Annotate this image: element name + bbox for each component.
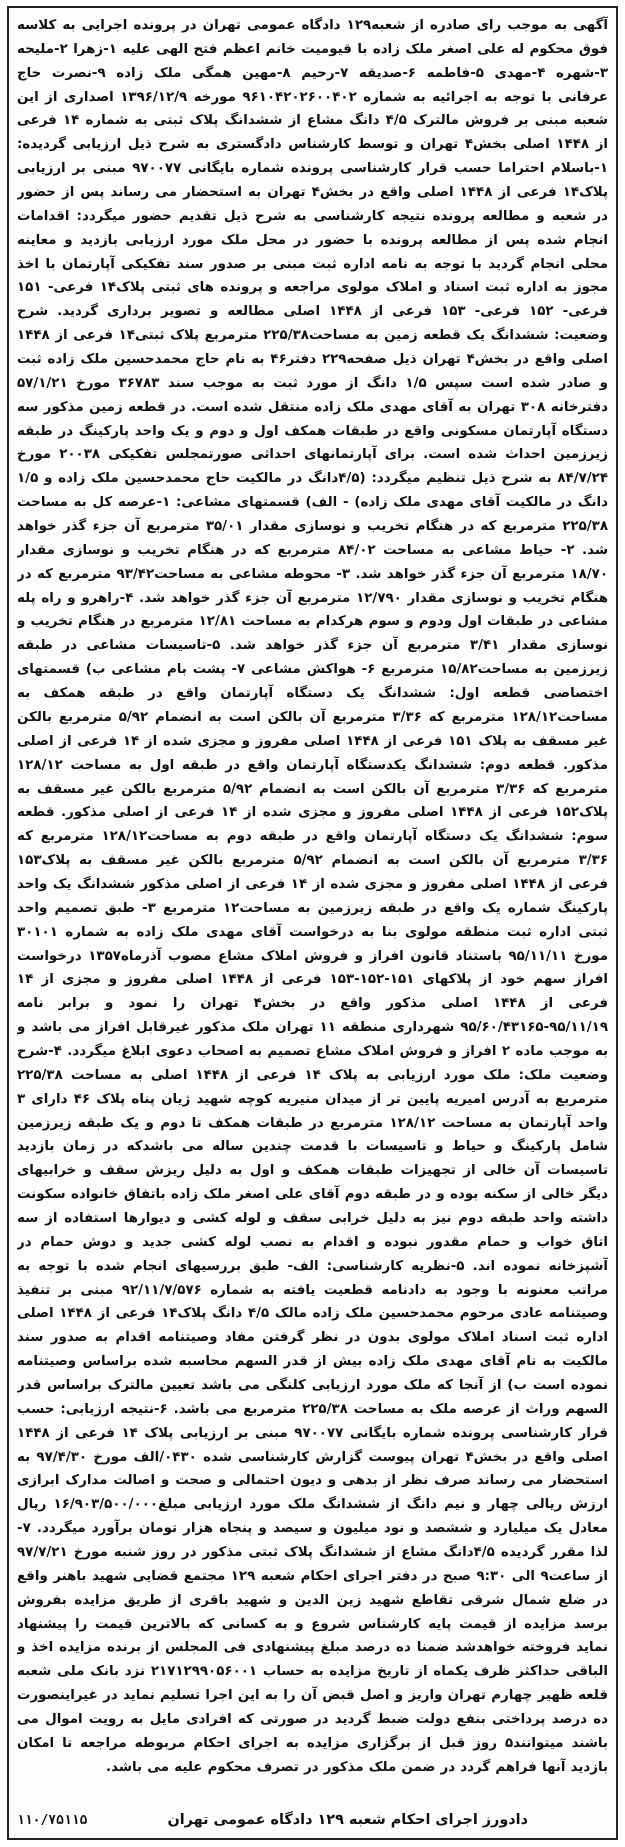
notice-footer (17, 1808, 608, 1832)
notice-paragraph: آگهی به موجب رای صادره از شعبه۱۲۹ دادگاه عمومی تهران در پرونده اجرایی به کلاسه فوق محکوم له علی اصغر ملک زاده با قیومیت خانم اعظم فتح الهی علیه ۱-زهرا ۲-ملیحه ۳-شهره ۴-مهدی ۵-فاطمه ۶-صدیقه ۷-رحیم ۸-مهین همگی ملک زاده ۹-نصرت حاج عرفانی با توجه به اجرائیه به شماره ۹۶۱۰۴۲۰۲۶۰۰۴۰۲ مورخه ۱۳۹۶/۱۲/۹ اصداری از این شعبه مبنی بر فروش مالترک ۴/۵ دانگ مشاع از ششدانگ پلاک ثبتی به شماره ۱۴ فرعی از ۱۴۴۸ اصلی بخش۴ تهران و توسط کارشناس دادگستری به شرح ذیل ارزیابی گردیده: ۱-باسلام احتراما حسب قرار کارشناسی پرونده شماره بایگانی ۹۷۰۰۷۷ مبنی بر ارزیابی پلاک۱۴ فرعی از ۱۴۴۸ اصلی واقع در بخش۴ تهران به استحضار می رساند پس از حضور در شعبه و مطالعه پرونده نتیجه کارشناسی به شرح ذیل تقدیم حضور میگردد: اقدامات انجام شده پس از مطالعه پرونده با حضور در محل ملک مورد ارزیابی بازدید و معاینه محلی انجام گردید با توجه به نامه اداره ثبت مبنی بر صدور سند تفکیکی آپارتمان با اخذ مجوز به اداره ثبت اسناد و املاک مولوی مراجعه و پرونده های ثبتی پلاک۱۴ فرعی- ۱۵۱ فرعی- ۱۵۲ فرعی- ۱۵۳ فرعی از ۱۴۴۸ اصلی مطالعه و تصویر برداری گردید. شرح وضعیت: ششدانگ یک قطعه زمین به مساحت۲۲۵/۳۸ مترمربع پلاک ثبتی۱۴ فرعی از ۱۴۴۸ اصلی واقع در بخش۴ تهران ذیل صفحه۲۲۹ دفتر۴۶ به نام حاج محمدحسین ملک زاده ثبت و صادر شده است سپس ۱/۵ دانگ از مورد ثبت به موجب سند ۳۶۷۸۳ مورخ ۵۷/۱/۲۱ دفترخانه ۳۰۸ تهران به آقای مهدی ملک زاده منتقل شده است. در قطعه زمین مذکور سه دستگاه آپارتمان مسکونی واقع در طبقات همکف اول و دوم و یک واحد پارکینگ در طبقه زیرزمین احداث شده است. برای آپارتمانهای احداثی صورتمجلس تفکیکی ۲۰۰۳۸ مورخ ۸۴/۷/۲۴ به شرح ذیل تنظیم میگردد: (۴/۵دانگ در مالکیت حاج محمدحسین ملک زاده و ۱/۵ دانگ در مالکیت آقای مهدی ملک زاده) - الف) قسمتهای مشاعی: ۱-عرصه کل به مساحت ۲۲۵/۳۸ مترمربع که در هنگام تخریب و نوسازی مقدار ۳۵/۰۱ مترمربع آن جزء گذر خواهد شد. ۲- حیاط مشاعی به مساحت ۸۴/۰۲ مترمربع که در هنگام تخریب و نوسازی مقدار ۱۸/۷۰ مترمربع آن جزء گذر خواهد شد. ۳- محوطه مشاعی به مساحت۹۳/۴۲ مترمربع که در هنگام تخریب و نوسازی مقدار ۱۲/۷۹۰ مترمربع آن جزء گذر خواهد شد. ۴-راهرو و راه پله مشاعی در طبقات اول ودوم و سوم هرکدام به مساحت ۱۲/۸۱ مترمربع در هنگام تخریب و نوسازی مقدار ۳/۴۱ مترمربع آن جزء گذر خواهد شد. ۵-تاسیسات مشاعی در طبقه زیرزمین به مساحت۱۵/۸۲ مترمربع ۶- هواکش مشاعی ۷- پشت بام مشاعی ب) قسمتهای اختصاصی قطعه اول: ششدانگ یک دستگاه آپارتمان واقع در طبقه همکف به مساحت۱۲۸/۱۲ مترمربع که ۳/۳۶ مترمربع آن بالکن است به انضمام ۵/۹۲ مترمربع بالکن غیر مسقف به پلاک ۱۵۱ فرعی از ۱۴۴۸ اصلی مفروز و مجزی شده از ۱۴ فرعی از اصلی مذکور. قطعه دوم: ششدانگ یکدستگاه آپارتمان واقع در طبقه اول به مساحت ۱۲۸/۱۲ مترمربع که ۳/۳۶ مترمربع آن بالکن است به انضمام ۵/۹۲ مترمربع بالکن غیر مسقف به پلاک۱۵۲ فرعی از ۱۴۴۸ اصلی مفروز و مجزی شده از ۱۴ فرعی از اصلی مذکور. قطعه سوم: ششدانگ یک دستگاه آپارتمان واقع در طبقه دوم به مساحت۱۲۸/۱۲ مترمربع که ۳/۳۶ مترمربع آن بالکن است به انضمام ۵/۹۲ مترمربع بالکن غیر مسقف به پلاک۱۵۳ فرعی از ۱۴۴۸ اصلی مفروز و مجزی شده از ۱۴ فرعی از اصلی مذکور ششدانگ یک واحد پارکینگ شماره یک واقع در طبقه زیرزمین به مساحت۱۲ مترمربع ۳- طبق تصمیم واحد ثبتی اداره ثبت منطقه مولوی بنا به درخواست آقای مهدی ملک زاده به شماره ۳۰۱۰۱ مورخ ۹۵/۱۱/۱۱ باستناد قانون افراز و فروش املاک مشاع مصوب آذرماه۱۳۵۷ درخواست افراز سهم خود از پلاکهای ۱۵۱-۱۵۲-۱۵۳ فرعی از ۱۴۴۸ اصلی مفروز و مجزی از ۱۴ فرعی از ۱۴۴۸ اصلی مذکور واقع در بخش۴ تهران را نمود و برابر نامه ۹۵/۱۱/۱۹-۹۵/۶۰/۴۳۱۶۵ شهرداری منطقه ۱۱ تهران ملک مذکور غیرقابل افراز می باشد و به موجب ماده ۲ افراز و فروش املاک مشاع تصمیم به اصحاب دعوی ابلاغ میگردد. ۴-شرح وضعیت ملک: ملک مورد ارزیابی به پلاک ۱۴ فرعی از ۱۴۴۸ اصلی به مساحت ۲۲۵/۳۸ مترمربع به آدرس امیریه پایین تر از میدان منیریه کوچه شهید ژیان پناه پلاک ۴۶ دارای ۳ واحد آپارتمان به مساحت ۱۲۸/۱۲ مترمربع در طبقات همکف تا دوم و یک طبقه زیرزمین شامل پارکینگ و حیاط و تاسیسات با قدمت چندین ساله می باشدکه در زمان بازدید تاسیسات آن خالی از تجهیزات طبقات همکف و اول به دلیل ریزش سقف و خرابیهای دیگر خالی از سکنه بوده و در طبقه دوم آقای علی اصغر ملک زاده باتفاق خانواده سکونت داشته واحد طبقه دوم نیز به دلیل خرابی سقف و لوله کشی و دیوارها استفاده از سه اتاق خواب و حمام مقدور نبوده و اقدام به نصب لوله کشی جدید و دوش حمام در آشپزخانه نموده اند. ۵-نظریه کارشناسی: الف- طبق بررسیهای انجام شده با توجه به مراتب معنونه با وجود به دادنامه قطعیت یافته به شماره ۹۲/۱۱/۷/۵۷۶ مبنی بر تنفیذ وصیتنامه عادی مرحوم محمدحسین ملک زاده مالک ۴/۵ دانگ پلاک۱۴ فرعی از ۱۴۴۸ اصلی اداره ثبت اسناد املاک مولوی بدون در نظر گرفتن مفاد وصیتنامه اقدام به صدور سند مالکیت به نام آقای مهدی ملک زاده بیش از قدر السهم محاسبه شده براساس وصیتنامه نموده است ب) از آنجا که ملک مورد ارزیابی کلنگی می باشد تعیین مالترک براساس قدر السهم وراث از عرصه ملک به مساحت ۲۲۵/۳۸ مترمربع می باشد. ۶-نتیجه ارزیابی: حسب قرار کارشناسی پرونده شماره بایگانی ۹۷۰۰۷۷ مبنی بر ارزیابی پلاک ۱۴ فرعی از ۱۴۴۸ اصلی واقع در بخش۴ تهران پیوست گزارش کارشناسی شده ۰۴۳۰/الف مورخ ۹۷/۴/۳۰ به استحضار می رساند صرف نظر از بدهی و دیون احتمالی و صحت و اصالت مدارک ابرازی ارزش ریالی چهار و نیم دانگ از ششدانگ ملک مورد ارزیابی مبلغ۱۶/۹۰۳/۵۰۰/۰۰۰ ریال معادل یک میلیارد و ششصد و نود میلیون و سیصد و پنجاه هزار تومان برآورد میگردد. ۷- لذا مقرر گردیده ۴/۵دانگ مشاع از ششدانگ پلاک ثبتی مذکور در روز شنبه مورخ ۹۷/۷/۲۱ از ساعت۹ الی ۹:۳۰ صبح در دفتر اجرای احکام شعبه ۱۲۹ مجتمع قضایی شهید باهنر واقع در ضلع شمال شرقی تقاطع شهید زین الدین و شهید باقری از طریق مزایده بفروش برسد مزایده از قیمت پایه کارشناس شروع و به کسانی که بالاترین قیمت را پیشنهاد نماید فروخته خواهدشد ضمنا ده درصد مبلغ پیشنهادی فی المجلس از برنده مزایده اخذ و الباقی حداکثر ظرف یکماه از تاریخ مزایده به حساب ۲۱۷۱۲۹۹۰۵۶۰۰۱ نزد بانک ملی شعبه قلعه ظهیر چهارم تهران واریز و اصل قبض آن را به این اجرا تسلیم نماید در غیراینصورت ده درصد پرداختی بنفع دولت ضبط گردید در صورتی که افرادی مایل به رویت اموال می باشند میتوانند۵ روز قبل از برگزاری مزایده به اجرای احکام مربوطه مراجعه تا امکان بازدید آنها فراهم گردد در ضمن ملک مذکور در تصرف محکوم علیه می باشد. (17, 18, 608, 1775)
court-signature: دادورز اجرای احکام شعبه ۱۲۹ دادگاه عمومی تهران (167, 1812, 528, 1828)
notice-body (17, 14, 608, 1804)
notice-page (7, 6, 618, 1840)
reference-code: ۱۱۰/۷۵۱۱۵ (17, 1812, 88, 1828)
